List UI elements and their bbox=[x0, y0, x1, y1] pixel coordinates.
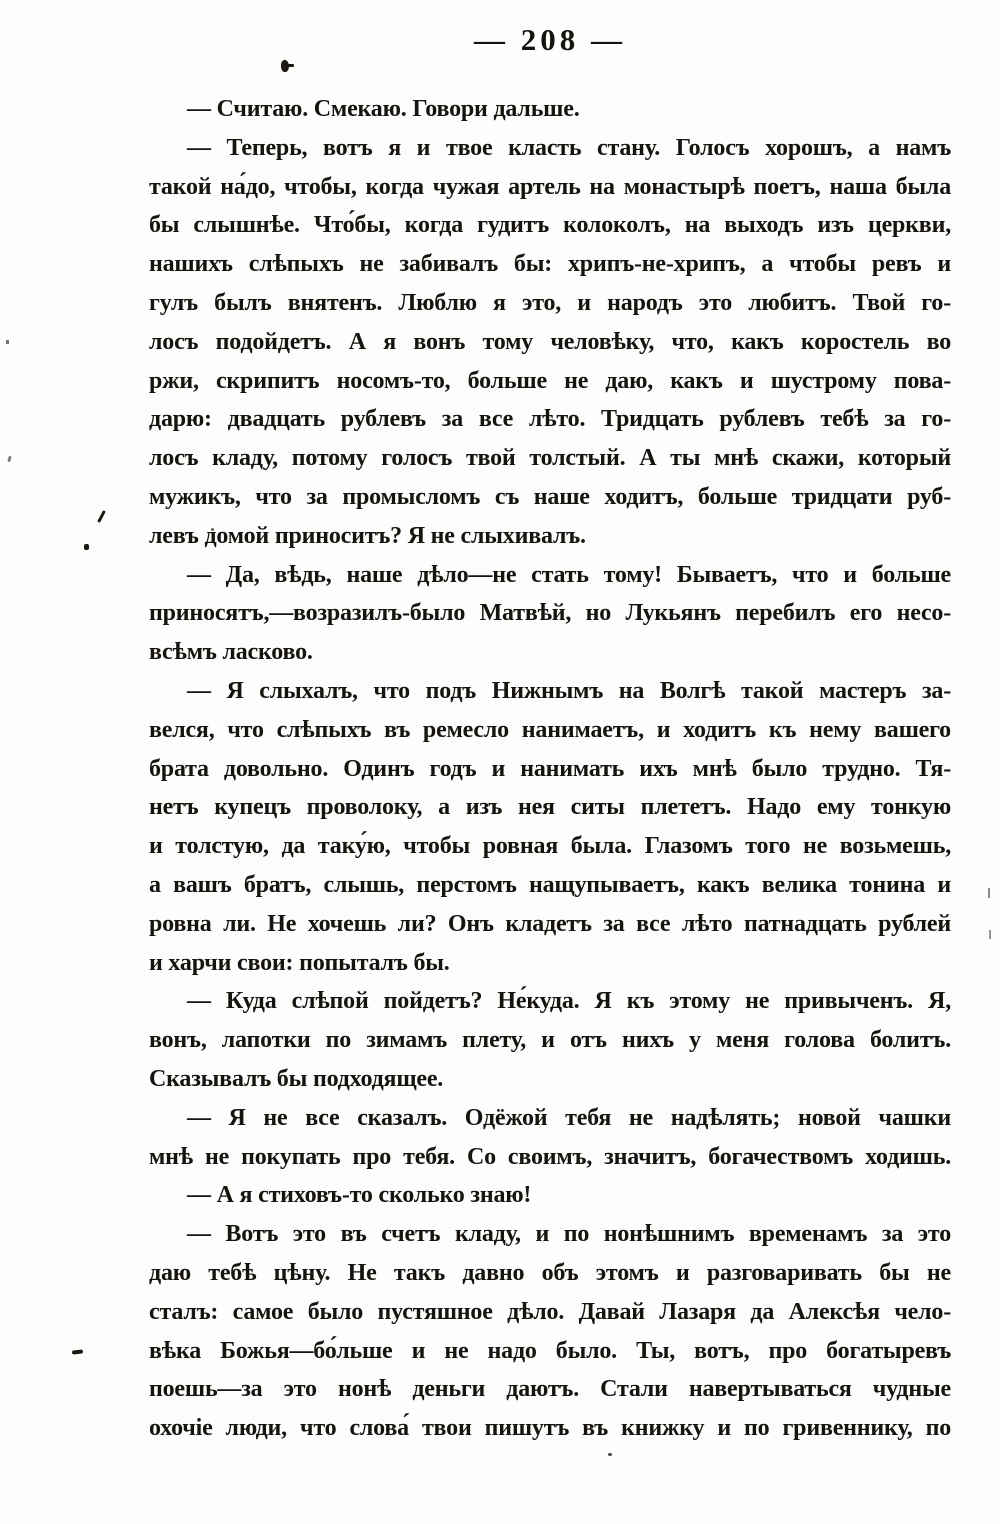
text-line: брата довольно. Одинъ годъ и нанимать ихъ мнѣ было трудно. Тя- bbox=[149, 755, 951, 782]
text-line: Сказывалъ бы подходящее. bbox=[149, 1065, 444, 1092]
text-line: велся, что слѣпыхъ въ ремесло нанимаетъ, и ходитъ къ нему вашего bbox=[149, 716, 951, 743]
text-line: нетъ купецъ проволоку, а изъ нея ситы плететъ. Надо ему тонкую bbox=[149, 794, 951, 821]
text-line: левъ домой приноситъ? Я не слыхивалъ. bbox=[149, 522, 586, 549]
ink-speck bbox=[989, 930, 991, 939]
ink-speck bbox=[84, 544, 89, 550]
ink-speck bbox=[72, 1349, 83, 1354]
ink-speck bbox=[281, 60, 289, 72]
text-line: — Да, вѣдь, наше дѣло—не стать тому! Бываетъ, что и больше bbox=[187, 561, 951, 588]
text-line: такой на́до, чтобы, когда чужая артель на монастырѣ поетъ, наша была bbox=[149, 173, 951, 200]
ink-speck bbox=[7, 456, 11, 463]
text-line: — А я стиховъ-то сколько знаю! bbox=[187, 1182, 532, 1209]
text-line: и харчи свои: попыталъ бы. bbox=[149, 949, 450, 976]
text-line: охочіе люди, что слова́ твои пишутъ въ книжку и по гривеннику, по bbox=[149, 1415, 951, 1442]
text-line: приносятъ,—возразилъ-было Матвѣй, но Лукьянъ перебилъ его несо- bbox=[149, 600, 951, 627]
text-line: ровна ли. Не хочешь ли? Онъ кладетъ за все лѣто патнадцать рублей bbox=[149, 910, 951, 937]
text-line: ржи, скрипитъ носомъ-то, больше не даю, какъ и шустрому пова- bbox=[149, 367, 951, 394]
ink-speck bbox=[6, 340, 9, 344]
text-line: и толстую, да таку́ю, чтобы ровная была. Глазомъ того не возьмешь, bbox=[149, 833, 951, 860]
text-line: сталъ: самое было пустяшное дѣло. Давай Лазаря да Алексѣя чело- bbox=[149, 1298, 951, 1325]
text-line: — Я слыхалъ, что подъ Нижнымъ на Волгѣ такой мастеръ за- bbox=[187, 677, 951, 704]
text-line: мнѣ не покупать про тебя. Со своимъ, значитъ, богачествомъ ходишь. bbox=[149, 1143, 951, 1170]
text-line: — Вотъ это въ счетъ кладу, и по нонѣшнимъ временамъ за это bbox=[187, 1221, 951, 1248]
text-line: — Я не все сказалъ. Одёжой тебя не надѣлять; новой чашки bbox=[187, 1104, 951, 1131]
ink-speck bbox=[988, 888, 990, 898]
text-line: всѣмъ ласково. bbox=[149, 639, 313, 666]
text-line: нашихъ слѣпыхъ не забивалъ бы: хрипъ-не-хрипъ, а чтобы ревъ и bbox=[149, 251, 951, 278]
text-line: а вашъ братъ, слышь, перстомъ нащупываетъ, какъ велика тонина и bbox=[149, 871, 951, 898]
text-line: даю тебѣ цѣну. Не такъ давно объ этомъ и разговаривать бы не bbox=[149, 1259, 951, 1286]
text-block bbox=[149, 90, 951, 1448]
ink-speck bbox=[97, 510, 106, 523]
text-line: вонъ, лапотки по зимамъ плету, и отъ нихъ у меня голова болитъ. bbox=[149, 1027, 951, 1054]
text-line: лосъ подойдетъ. А я вонъ тому человѣку, что, какъ коростель во bbox=[149, 328, 951, 355]
page-number: — 208 — bbox=[474, 22, 626, 57]
text-line: лосъ кладу, потому голосъ твой толстый. А ты мнѣ скажи, который bbox=[149, 445, 951, 472]
text-line: — Считаю. Смекаю. Говори дальше. bbox=[187, 96, 580, 122]
text-line: вѣка Божья—бо́льше и не надо было. Ты, вотъ, про богатыревъ bbox=[149, 1337, 951, 1364]
ink-speck bbox=[608, 1453, 612, 1456]
text-line: бы слышнѣе. Что́бы, когда гудитъ колоколъ, на выходъ изъ церкви, bbox=[149, 212, 951, 239]
text-line: гулъ былъ внятенъ. Люблю я это, и народъ это любитъ. Твой го- bbox=[149, 289, 951, 316]
text-line: — Теперь, вотъ я и твое класть стану. Голосъ хорошъ, а намъ bbox=[187, 134, 951, 161]
text-line: — Куда слѣпой пойдетъ? Не́куда. Я къ этому не привыченъ. Я, bbox=[187, 988, 951, 1015]
text-line: мужикъ, что за промысломъ съ наше ходитъ, больше тридцати руб- bbox=[149, 483, 951, 510]
text-line: дарю: двадцать рублевъ за все лѣто. Тридцать рублевъ тебѣ за го- bbox=[149, 406, 951, 433]
text-line: поешь—за это нонѣ деньги даютъ. Стали навертываться чудные bbox=[149, 1376, 951, 1403]
